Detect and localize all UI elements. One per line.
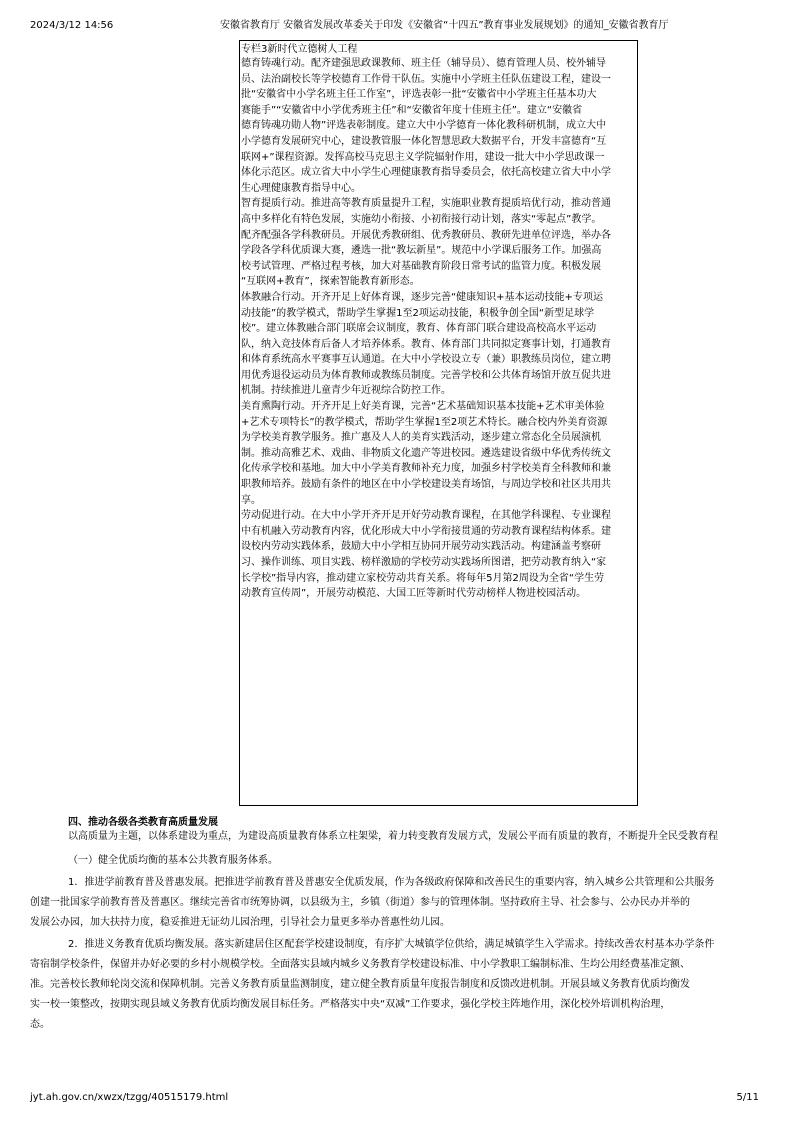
box-text-line: 校考试管理、严格过程考核，加大对基础教育阶段日常考试的监管力度。积极发展 — [241, 260, 601, 272]
box-text-line: 校”。建立体教融合部门联席会议制度，教育、体育部门联合建设高校高水平运动 — [241, 323, 597, 335]
box-text-line: 德育铸魂行动。配齐建强思政课教师、班主任（辅导员）、德育管理人员、校外辅导 — [241, 58, 606, 69]
box-text-line: 机制。持续推进儿童青少年近视综合防控工作。 — [241, 385, 451, 397]
box-text-line: 制。推动高雅艺术、戏曲、非物质文化遗产等进校园。遴选建设省级中华优秀传统文 — [241, 447, 611, 459]
box-text-line: 享。 — [241, 494, 261, 506]
box-text-line: 美育熏陶行动。开齐开足上好美育课，完善“艺术基础知识基本技能+艺术审美体验 — [241, 401, 605, 413]
box-text-line: 习、操作训练、项目实践、榜样激励的学校劳动实践场所图谱，把劳动教育纳入“家 — [241, 557, 607, 568]
box-text-line: 学段各学科优质课大赛，遴选一批“教坛新星”。规范中小学课后服务工作。加强高 — [241, 245, 602, 257]
body-text-line: 创建一批国家学前教育普及普惠区。继续完善省市统筹协调，以县级为主，乡镇（街道）参与的管理体制。坚持政府主导、社会参与、公办民办并举的 — [30, 897, 690, 908]
box-text-line: 体化示范区。成立省大中小学生心理健康教育指导委员会，依托高校建立省大中小学 — [241, 167, 611, 179]
box-text-line: 化传承学校和基地。加大中小学美育教师补充力度，加强乡村学校美育全科教师和兼 — [241, 463, 611, 475]
box-text-line: 动教育宣传周”，开展劳动模范、大国工匠等新时代劳动榜样人物进校园活动。 — [241, 588, 587, 600]
subsection-heading: （一）健全优质均衡的基本公共教育服务体系。 — [68, 855, 278, 866]
box-text-line: 队，纳入竞技体育后备人才培养体系。教育、体育部门共同拟定赛事计划，打通教育 — [241, 338, 611, 350]
box-text-line: 用优秀退役运动员为体育教师或教练员制度。完善学校和公共体育场馆开放互促共进 — [241, 369, 611, 381]
body-text-line: 准。完善校长教师轮岗交流和保障机制。完善义务教育质量监测制度，建立健全教育质量年度报告制度和反馈改进机制。开展县域义务教育优质均衡发 — [30, 979, 690, 990]
body-text-line: 以高质量为主题，以体系建设为重点，为建设高质量教育体系立柱架梁，着力转变教育发展方式，发展公平而有质量的教育，不断提升全民受教育程 — [68, 831, 718, 842]
body-text-line: 发展公办园，加大扶持力度，稳妥推进无证幼儿园治理，引导社会力量更多举办普惠性幼儿园。 — [30, 917, 450, 928]
page-url: jyt.ah.gov.cn/xwzx/tzgg/40515179.html — [30, 1092, 229, 1103]
box-text-line: 德育铸魂功勋人物”评选表彰制度。建立大中小学德育一体化教科研机制，成立大中 — [241, 120, 607, 132]
body-text-line: 寄宿制学校条件，保留并办好必要的乡村小规模学校。全面落实县域内城乡义务教育学校建设标准、中小学教职工编制标准、生均公用经费基准定额、 — [30, 959, 690, 970]
box-text-line: 智育提质行动。推进高等教育质量提升工程，实施职业教育提质培优行动，推动普通 — [241, 198, 611, 210]
box-text-line: “互联网+教育”，探索智能教育新形态。 — [241, 276, 420, 288]
box-text-line: 劳动促进行动。在大中小学开齐开足开好劳动教育课程，在其他学科课程、专业课程 — [241, 510, 611, 522]
box-text-line: 赛能手”“安徽省中小学优秀班主任”和“安徽省年度十佳班主任”。建立“安徽省 — [241, 104, 583, 116]
box-text-line: +艺术专项特长”的教学模式，帮助学生掌握1至2项艺术特长。融合校内外美育资源 — [241, 416, 608, 428]
page-title: 安徽省教育厅 安徽省发展改革委关于印发《安徽省“十四五”教育事业发展规划》的通知_安徽省教育厅 — [220, 20, 669, 31]
print-datetime: 2024/3/12 14:56 — [30, 20, 114, 31]
box-text-line: 高中多样化有特色发展，实施幼小衔接、小初衔接行动计划，落实“零起点”教学。 — [241, 213, 602, 225]
box-title: 专栏3新时代立德树人工程 — [241, 44, 358, 55]
page-number: 5/11 — [736, 1092, 759, 1103]
box-text-line: 生心理健康教育指导中心。 — [241, 182, 361, 194]
box-text-line: 体教融合行动。开齐开足上好体育课，逐步完善“健康知识+基本运动技能+专项运 — [241, 291, 603, 303]
box-body — [240, 56, 637, 602]
box-text-line: 动技能”的教学模式，帮助学生掌握1至2项运动技能，积极争创全国“新型足球学 — [241, 307, 595, 319]
body-text-line: 1．推进学前教育普及普惠发展。把推进学前教育普及普惠安全优质发展，作为各级政府保障和改善民生的重要内容，纳入城乡公共管理和公共服务 — [68, 877, 715, 888]
box-text-line: 设校内劳动实践体系，鼓励大中小学相互协同开展劳动实践活动。构建涵盖考察研 — [241, 541, 601, 553]
box-text-line: 职教师培养。鼓励有条件的地区在中小学校建设美育场馆，与周边学校和社区共用共 — [241, 479, 611, 491]
box-text-line: 员、法治副校长等学校德育工作骨干队伍。实施中小学班主任队伍建设工程，建设一 — [241, 73, 611, 85]
box-text-line: 批“安徽省中小学名班主任工作室”，评选表彰一批“安徽省中小学班主任基本功大 — [241, 89, 597, 101]
box-text-line: 中有机融入劳动教育内容，优化形成大中小学衔接贯通的劳动教育课程结构体系。建 — [241, 525, 611, 537]
box-text-line: 和体育系统高水平赛事互认通道。在大中小学校设立专（兼）职教练员岗位，建立聘 — [241, 354, 611, 366]
box-text-line: 联网+”课程资源。发挥高校马克思主义学院辐射作用，建设一批大中小学思政课一 — [241, 151, 605, 163]
box-text-line: 小学德育发展研究中心，建设教管服一体化智慧思政大数据平台，开发丰富德育“互 — [241, 135, 607, 147]
column-box — [239, 40, 638, 806]
box-text-line: 配齐配强各学科教研员。开展优秀教研组、优秀教研员、教研先进单位评选，举办各 — [241, 229, 611, 241]
body-text-line: 态。 — [30, 1019, 50, 1030]
box-text-line: 长学校”指导内容，推动建立家校劳动共育关系。将每年5月第2周设为全省“学生劳 — [241, 572, 605, 584]
section-heading: 四、推动各级各类教育高质量发展 — [68, 817, 218, 828]
box-text-line: 为学校美育教学服务。推广惠及人人的美育实践活动，逐步建立常态化全员展演机 — [241, 432, 601, 444]
body-text-line: 2．推进义务教育优质均衡发展。落实新建居住区配套学校建设制度，有序扩大城镇学位供给，满足城镇学生入学需求。持续改善农村基本办学条件 — [68, 939, 715, 950]
body-text-line: 实一校一策整改，按期实现县域义务教育优质均衡发展目标任务。严格落实中央“双减”工作要求，强化学校主阵地作用，深化校外培训机构治理， — [30, 999, 671, 1010]
